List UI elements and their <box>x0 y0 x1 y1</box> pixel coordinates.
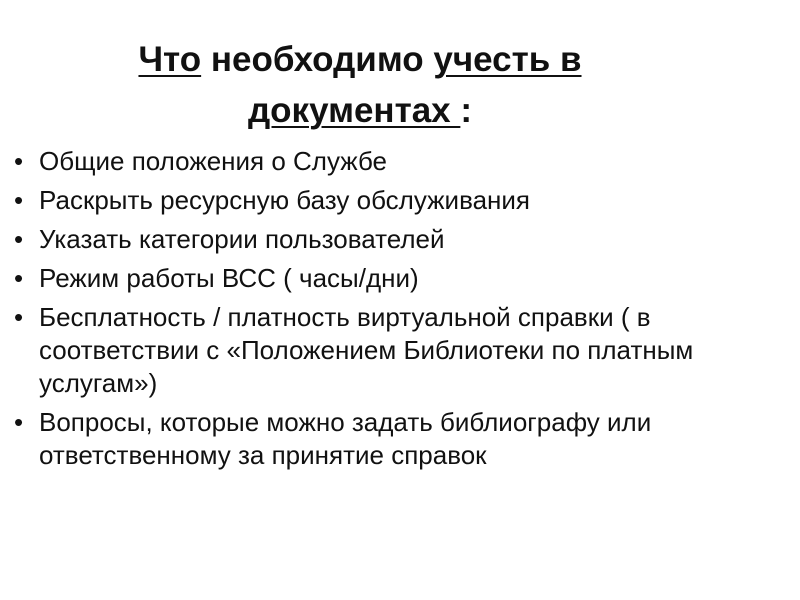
bullet-icon: • <box>14 407 24 437</box>
bullet-item <box>14 145 774 178</box>
bullet-text: Раскрыть ресурсную базу обслуживания <box>39 185 531 215</box>
title-colon: : <box>460 91 473 130</box>
bullet-icon: • <box>14 185 24 215</box>
bullet-text: Указать категории пользователей <box>39 224 445 254</box>
bullet-text: Вопросы, которые можно задать библиографу или ответственному за принятие справок <box>39 407 652 470</box>
bullet-list <box>14 145 774 478</box>
title-word-underlined: документах <box>247 91 461 130</box>
title-word-underlined: учесть в <box>433 40 582 79</box>
slide-title <box>0 34 720 136</box>
bullet-text: Режим работы ВСС ( часы/дни) <box>39 263 419 293</box>
title-word: необходимо <box>201 40 434 79</box>
bullet-icon: • <box>14 263 24 293</box>
bullet-item <box>14 223 774 256</box>
bullet-icon: • <box>14 224 24 254</box>
bullet-item <box>14 184 774 217</box>
bullet-text: Общие положения о Службе <box>39 146 388 176</box>
bullet-icon: • <box>14 302 24 332</box>
bullet-icon: • <box>14 146 24 176</box>
bullet-item <box>14 406 774 472</box>
bullet-text: Бесплатность / платность виртуальной справки ( в соответствии с «Положением Библиотеки по платным услугам») <box>39 302 694 398</box>
bullet-item <box>14 262 774 295</box>
bullet-item <box>14 301 774 400</box>
title-word-underlined: Что <box>138 40 202 79</box>
